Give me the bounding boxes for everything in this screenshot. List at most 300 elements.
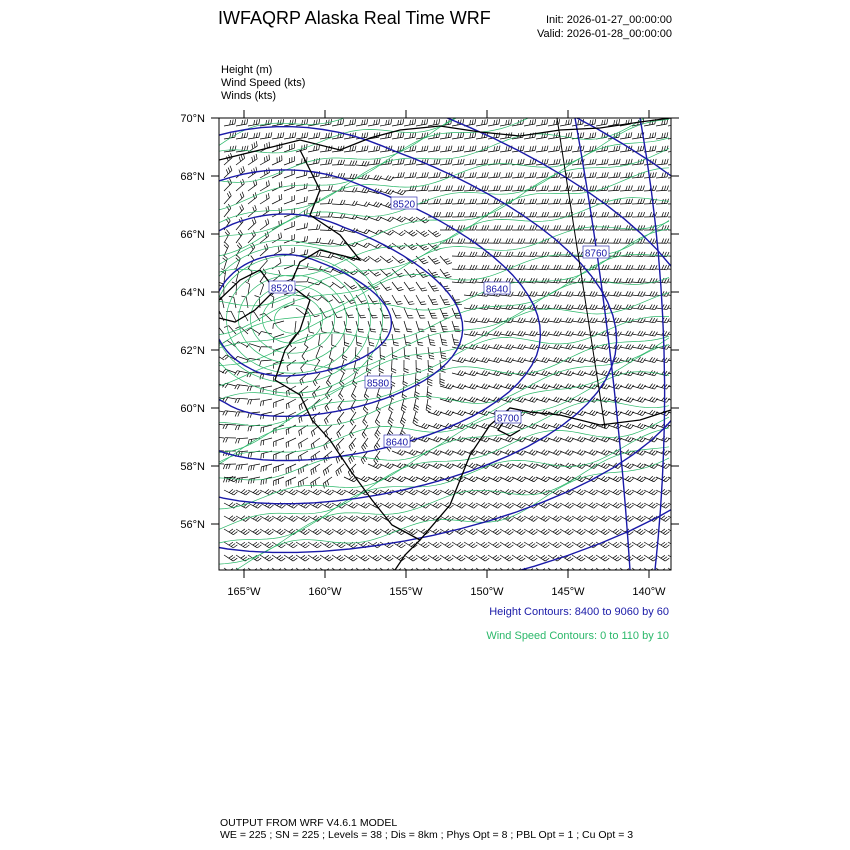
barb-feather [346,329,351,330]
barb-feather [429,358,434,359]
barb-feather [520,159,521,164]
barb-feather [432,231,436,233]
barb-feather [654,492,658,495]
barb-feather [424,477,428,480]
barb-feather [523,159,524,164]
barb-feather [523,172,524,177]
barb-feather [676,398,679,402]
wind-barb [440,256,447,264]
barb-feather [555,544,559,547]
wind-barb [440,137,451,139]
wind-barb [548,282,559,283]
wind-barb [231,311,236,321]
barb-feather [638,186,639,191]
barb-feather [339,530,343,533]
barb-feather [281,545,285,548]
barb-feather [556,398,559,402]
barb-feather [534,452,537,456]
barb-feather [532,331,535,335]
wind-barb [668,308,679,310]
barb-feather [606,438,609,442]
barb-feather [422,173,423,178]
wind-barb [644,124,655,126]
barb-feather [543,517,547,520]
barb-feather [655,305,657,309]
barb-feather [421,423,424,427]
barb-feather [210,396,213,400]
barb-feather [520,305,522,309]
barb-feather [601,476,605,479]
wind-barb [404,243,413,250]
wind-barb [548,150,559,152]
barb-feather [661,502,665,505]
barb-feather [340,213,342,217]
wind-barb [404,177,415,178]
wind-barb [632,269,643,270]
barb-feather [604,146,605,151]
barb-feather [352,477,356,480]
barb-feather [652,252,654,257]
barb-feather [529,489,533,492]
barb-feather [459,504,463,507]
barb-feather [542,146,543,151]
barb-feather [607,119,608,124]
barb-feather [580,199,582,204]
barb-feather [520,292,522,296]
barb-feather [235,385,237,389]
barb-feather [213,341,217,343]
barb-feather [362,447,365,451]
barb-feather [301,368,303,372]
barb-feather [463,385,466,389]
wind-barb [248,137,259,139]
wind-barb [608,295,619,296]
barb-feather [268,219,269,224]
barb-feather [547,212,549,217]
barb-feather [542,370,545,374]
barb-feather [547,132,548,137]
barb-feather [481,423,484,427]
barb-feather [386,175,389,179]
barb-feather [399,289,404,290]
barb-feather [482,397,485,401]
barb-feather [257,532,261,535]
wind-barb [452,282,463,283]
barb-feather [649,410,652,414]
barb-feather [676,252,678,257]
barb-feather [421,304,426,305]
barb-feather [266,133,267,138]
barb-feather [521,532,525,535]
wind-barb [392,124,403,126]
barb-feather [494,331,497,335]
barb-feather [593,558,597,561]
barb-feather [653,532,657,535]
barb-feather [554,304,556,308]
barb-feather [592,199,594,204]
barb-feather [568,265,570,270]
wind-barb [620,150,631,152]
barb-feather [429,355,434,356]
barb-feather [602,318,605,322]
barb-feather [483,544,487,547]
barb-feather [270,505,274,508]
barb-feather [679,225,681,230]
barb-feather [278,247,279,252]
barb-feather [472,464,476,468]
barb-feather [506,225,508,230]
barb-feather [388,422,392,425]
barb-feather [535,212,537,217]
wind-barb [608,568,617,574]
barb-feather [324,445,326,450]
barb-feather [578,344,581,348]
barb-feather [590,159,591,164]
barb-feather [523,146,524,151]
barb-feather [433,288,438,289]
barb-feather [390,218,394,222]
barb-feather [363,257,367,260]
barb-feather [434,186,435,191]
barb-feather [231,544,235,547]
barb-feather [673,423,676,427]
barb-feather [245,545,249,548]
barb-feather [457,502,461,505]
wind-barb [464,503,474,508]
barb-feather [607,239,609,244]
wind-barb [608,190,619,191]
barb-feather [566,344,569,348]
barb-feather [593,532,597,535]
wind-barb [464,190,475,191]
barb-feather [469,502,473,505]
barb-feather [677,532,681,535]
barb-feather [470,146,471,151]
barb-feather [340,200,342,205]
barb-feather [433,555,437,558]
barb-feather [312,394,314,399]
barb-feather [662,225,664,230]
barb-feather [350,146,351,151]
wind-barb [320,490,330,495]
barb-feather [423,517,427,520]
barb-feather [435,504,439,507]
barb-feather [287,366,288,371]
wind-barb [344,178,355,179]
barb-feather [664,239,666,244]
barb-feather [592,451,595,455]
barb-feather [404,371,409,373]
wind-barb [329,347,332,358]
barb-feather [210,368,214,371]
barb-feather [269,142,270,147]
barb-feather [341,532,345,535]
barb-feather [397,463,401,467]
barb-feather [663,544,667,547]
wind-barb [452,503,462,508]
barb-feather [568,146,569,151]
barb-feather [565,450,568,454]
barb-feather [475,146,476,151]
barb-feather [674,304,676,308]
wind-barb [332,150,343,152]
barb-feather [470,133,471,138]
wind-barb [392,321,395,332]
barb-feather [613,542,617,545]
barb-feather [463,172,464,177]
wind-barb [380,269,388,277]
barb-feather [532,437,535,441]
barb-feather [349,542,353,545]
barb-feather [235,412,237,417]
barb-feather [546,518,550,521]
barb-feather [462,478,466,481]
barb-feather [267,490,271,493]
barb-feather [369,345,374,346]
barb-feather [580,292,582,296]
barb-feather [259,132,260,137]
barb-feather [665,558,669,561]
wind-barb [416,490,426,495]
wind-barb [488,269,499,270]
barb-feather [664,305,666,309]
barb-feather [469,436,472,440]
barb-feather [626,344,629,348]
wind-barb [476,568,485,574]
barb-feather [530,252,532,257]
barb-feather [580,331,583,335]
wind-barb [668,373,679,376]
barb-feather [374,120,375,125]
wind-barb [620,256,631,257]
barb-feather [460,186,461,191]
barb-feather [662,265,664,270]
barb-feather [553,529,557,532]
barb-feather [667,185,668,190]
barb-feather [268,206,269,211]
barb-feather [556,199,558,204]
barb-feather [433,529,437,532]
barb-feather [505,463,509,467]
barb-feather [520,239,522,244]
barb-feather [652,186,653,191]
barb-feather [640,411,643,415]
barb-feather [437,558,441,561]
barb-feather [350,421,353,425]
barb-feather [577,529,581,532]
barb-feather [277,529,281,532]
barb-feather [230,133,231,138]
barb-feather [579,490,583,493]
barb-feather [643,199,645,204]
barb-feather [376,146,377,151]
wind-barb [368,490,378,495]
barb-feather [650,212,652,217]
barb-feather [415,392,419,394]
wind-barb [668,321,679,323]
barb-feather [523,185,524,190]
wind-barb [286,399,296,404]
barb-feather [619,239,621,244]
wind-barb [584,568,593,574]
wind-barb [656,282,667,283]
barb-feather [458,239,460,244]
barb-feather [650,397,653,401]
barb-feather [299,418,300,423]
barb-feather [582,438,585,442]
barb-feather [470,199,472,204]
barb-feather [602,397,605,401]
barb-feather [642,438,645,442]
barb-feather [355,201,357,205]
barb-feather [385,463,389,467]
barb-feather [554,120,555,125]
barb-feather [482,304,484,308]
barb-feather [469,410,472,414]
barb-feather [484,186,485,191]
barb-feather [304,184,305,189]
barb-feather [643,239,645,244]
barb-feather [432,302,437,303]
barb-feather [590,186,591,191]
barb-feather [522,518,526,521]
barb-feather [325,542,329,545]
barb-feather [403,384,407,386]
barb-feather [342,492,346,495]
barb-feather [289,489,293,492]
barb-feather [481,542,485,545]
barb-feather [235,119,236,124]
barb-feather [508,424,511,428]
barb-feather [676,239,678,244]
barb-feather [435,557,439,560]
barb-feather [319,238,321,243]
barb-feather [493,436,496,440]
barb-feather [655,185,656,190]
barb-feather [650,318,653,322]
barb-feather [626,212,628,217]
barb-feather [245,572,249,575]
barb-feather [222,369,225,373]
wind-barb [476,256,487,257]
barb-feather [640,358,643,362]
barb-feather [639,504,643,507]
wind-barb [260,185,269,191]
barb-feather [246,492,250,495]
wind-barb [572,490,582,495]
barb-feather [591,517,595,520]
barb-feather [233,558,237,561]
barb-feather [496,451,499,455]
barb-feather [421,231,425,234]
barb-feather [369,342,374,343]
barb-feather [607,385,610,389]
barb-feather [258,518,262,521]
wind-barb [272,137,283,139]
barb-feather [421,489,425,492]
barb-feather [546,438,549,442]
barb-feather [386,273,391,275]
barb-feather [520,331,523,335]
barb-feather [530,318,533,322]
barb-feather [422,146,423,151]
barb-feather [339,557,343,560]
barb-feather [625,410,628,414]
barb-feather [666,465,670,469]
wind-barb [620,568,629,574]
barb-feather [427,405,431,408]
barb-feather [496,212,498,217]
barb-feather [602,370,605,374]
barb-feather [255,490,259,493]
barb-feather [451,212,453,217]
barb-feather [470,159,471,164]
barb-feather [445,463,449,467]
barb-feather [279,557,283,560]
barb-feather [499,239,501,244]
barb-feather [592,424,595,428]
barb-feather [355,146,356,151]
barb-feather [664,318,667,322]
barb-feather [269,558,273,561]
barb-feather [472,305,474,309]
barb-feather [247,146,248,151]
barb-feather [265,489,269,492]
barb-feather [457,542,461,545]
barb-feather [254,218,256,223]
barb-feather [592,239,594,244]
barb-feather [343,173,345,178]
barb-feather [523,225,525,230]
barb-feather [577,502,581,505]
barb-feather [650,344,653,348]
barb-feather [603,557,607,560]
barb-feather [595,292,597,296]
barb-feather [496,318,499,322]
barb-feather [436,186,437,191]
barb-feather [410,186,411,191]
wind-barb [668,568,677,574]
barb-feather [432,272,437,273]
barb-feather [427,397,431,399]
barb-feather [411,557,415,560]
barb-feather [582,518,586,521]
barb-feather [305,558,309,561]
barb-feather [230,166,232,171]
barb-feather [595,305,597,309]
barb-feather [589,489,593,492]
wind-barb [596,177,607,178]
wind-barb [620,190,631,191]
wind-barb [404,503,414,508]
barb-feather [558,518,562,521]
barb-feather [628,172,629,177]
barb-feather [460,278,462,282]
wind-barb [452,164,463,165]
barb-feather [426,465,430,469]
barb-feather [267,544,271,547]
barb-feather [358,329,363,330]
wind-barb [584,295,595,296]
barb-feather [230,120,231,125]
barb-feather [583,132,584,137]
barb-feather [248,426,249,431]
barb-feather [353,558,357,561]
barb-feather [676,186,677,191]
barb-feather [349,476,353,479]
barb-feather [535,292,537,296]
barb-feather [520,358,523,362]
